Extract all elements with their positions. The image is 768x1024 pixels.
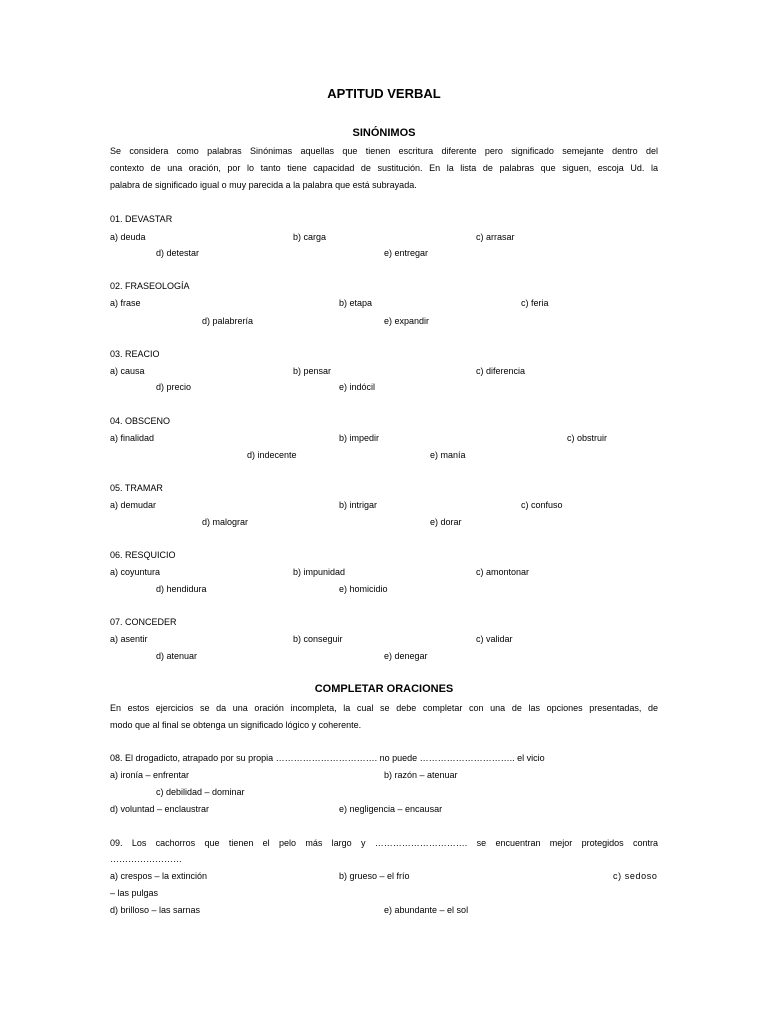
option-d: d) indecente	[247, 450, 297, 460]
intro-line: contexto de una oración, por lo tanto tiene capacidad de sustitución. En la lista de palabras que siguen, escoja Ud. la	[110, 163, 658, 173]
option-d: d) voluntad – enclaustrar	[110, 804, 210, 814]
option-d: d) hendidura	[156, 584, 207, 594]
option-d: d) palabrería	[202, 316, 254, 326]
option-e: e) indócil	[339, 382, 376, 392]
option-a: a) frase	[110, 298, 141, 308]
option-b: b) impunidad	[293, 567, 346, 577]
question-title: 02. FRASEOLOGÍA	[110, 281, 190, 291]
intro-line: modo que al final se obtenga un significado lógico y coherente.	[110, 720, 362, 730]
option-d: d) brilloso – las sarnas	[110, 905, 201, 915]
option-e: e) expandir	[384, 316, 430, 326]
option-e: e) manía	[430, 450, 466, 460]
option-c: c) arrasar	[476, 232, 515, 242]
option-b: b) razón – atenuar	[384, 770, 458, 780]
page-title: APTITUD VERBAL	[327, 86, 441, 101]
option-a: a) crespos – la extinción	[110, 871, 208, 881]
intro-line: palabra de significado igual o muy parecida a la palabra que está subrayada.	[110, 180, 417, 190]
intro-line: Se considera como palabras Sinónimas aquellas que tienen escritura diferente pero significado semejante dentro del	[110, 146, 658, 156]
option-b: b) impedir	[339, 433, 380, 443]
option-b: b) etapa	[339, 298, 373, 308]
option-c: c) debilidad – dominar	[156, 787, 245, 797]
synonyms-intro	[110, 143, 658, 194]
question-title: 03. REACIO	[110, 349, 160, 359]
option-e: e) entregar	[384, 248, 429, 258]
section-heading-synonyms: SINÓNIMOS	[352, 127, 416, 139]
option-b: b) conseguir	[293, 634, 343, 644]
option-e: e) homicidio	[339, 584, 388, 594]
option-e: e) dorar	[430, 517, 462, 527]
option-b: b) intrigar	[339, 500, 378, 510]
section-heading-complete: COMPLETAR ORACIONES	[314, 683, 454, 695]
option-a: a) finalidad	[110, 433, 155, 443]
option-c: c) diferencia	[476, 366, 526, 376]
question-stem: 09. Los cachorros que tienen el pelo más largo y …………………………. se encuentran mejor protegidos contra	[110, 838, 658, 848]
option-b: b) grueso – el frío	[339, 871, 410, 881]
intro-line: En estos ejercicios se da una oración incompleta, la cual se debe completar con una de las opciones presentadas, de	[110, 703, 658, 713]
option-b: b) pensar	[293, 366, 332, 376]
option-d: d) precio	[156, 382, 192, 392]
question-stem-blank: ……………………	[110, 854, 182, 864]
option-c: c) feria	[521, 298, 549, 308]
option-d: d) detestar	[156, 248, 200, 258]
option-e: e) negligencia – encausar	[339, 804, 443, 814]
option-a: a) causa	[110, 366, 145, 376]
option-a: a) asentir	[110, 634, 148, 644]
option-c: c) sedoso	[613, 871, 658, 881]
option-e: e) abundante – el sol	[384, 905, 469, 915]
question-title: 06. RESQUICIO	[110, 550, 176, 560]
option-c: c) validar	[476, 634, 513, 644]
question-stem: 08. El drogadicto, atrapado por su propia ……………………………. no puede ………………………….. el vicio	[110, 753, 545, 763]
option-e: e) denegar	[384, 651, 428, 661]
option-a: a) deuda	[110, 232, 146, 242]
question-title: 04. OBSCENO	[110, 416, 171, 426]
question-title: 07. CONCEDER	[110, 617, 177, 627]
option-d: d) atenuar	[156, 651, 198, 661]
option-c: c) amontonar	[476, 567, 530, 577]
option-d: d) malograr	[202, 517, 249, 527]
option-b: b) carga	[293, 232, 327, 242]
option-c: c) obstruir	[567, 433, 608, 443]
question-title: 01. DEVASTAR	[110, 214, 173, 224]
option-a: a) coyuntura	[110, 567, 161, 577]
option-a: a) ironía – enfrentar	[110, 770, 190, 780]
complete-intro	[110, 700, 658, 734]
option-c: c) confuso	[521, 500, 563, 510]
option-c-continued: – las pulgas	[110, 888, 159, 898]
option-a: a) demudar	[110, 500, 157, 510]
question-title: 05. TRAMAR	[110, 483, 163, 493]
